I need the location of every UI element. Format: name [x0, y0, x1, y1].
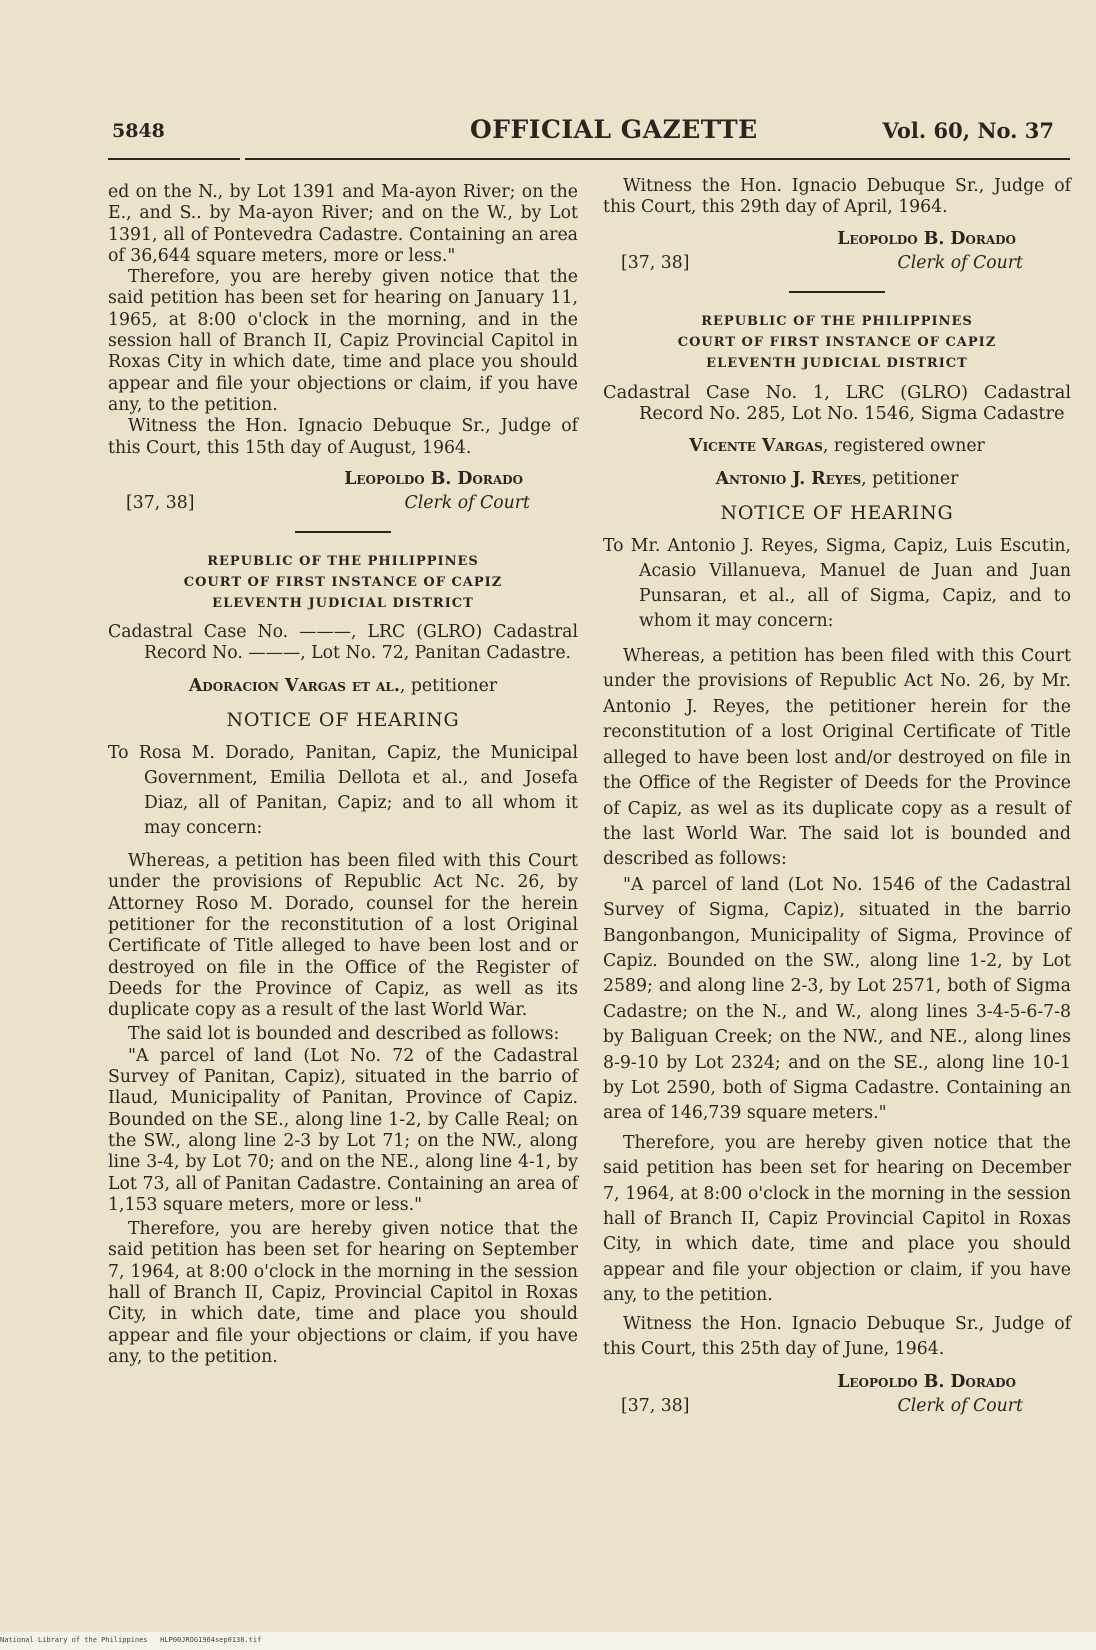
issue-reference: [37, 38] — [621, 1396, 690, 1417]
signature-block-2 — [603, 1372, 1071, 1420]
clerk-name: Leopoldo B. Dorado — [837, 1372, 1016, 1393]
petitioner-name: Adoracion Vargas et al. — [188, 676, 400, 697]
petitioner-line — [108, 676, 578, 697]
left-column — [108, 182, 578, 1368]
therefore-paragraph-2: Therefore, you are hereby given notice that the said petition has been set for hearing on September 7, 1964, at 8:00 o'clock in the morning in the session hall of Branch II, Capiz, Provincial Capitol in Roxas City, in which date, time and place you should appear and file your objections or claim, if you have any, to the petition. — [108, 1219, 578, 1367]
section-divider — [295, 531, 391, 533]
clerk-name: Leopoldo B. Dorado — [344, 468, 523, 489]
petitioner-role: , petitioner — [399, 676, 498, 697]
court-line-district: ELEVENTH JUDICIAL DISTRICT — [212, 595, 474, 611]
court-heading — [108, 551, 578, 614]
owner-line — [603, 436, 1071, 457]
notice-heading: NOTICE OF HEARING — [226, 708, 460, 731]
witness-paragraph: Witness the Hon. Ignacio Debuque Sr., Judge of this Court, this 15th day of August, 1964. — [108, 416, 578, 458]
signature-block-1 — [603, 229, 1071, 277]
owner-name: Vicente Vargas — [689, 436, 823, 457]
case-title: Cadastral Case No. ———, LRC (GLRO) Cadastral Record No. ———, Lot No. 72, Panitan Cadastre. — [108, 621, 578, 664]
whereas-paragraph: Whereas, a petition has been filed with this Court under the provisions of Republic Act No. 26, by Mr. Antonio J. Reyes, the petitioner herein for the reconstitution of a lost Original Certificate of Title alleged to have been lost and/or destroyed on file in the Office of the Register of Deeds for the Province of Capiz, as wel as its duplicate copy as a result of the last World War. The said lot is bounded and described as follows: — [603, 646, 1071, 870]
court-line-instance: COURT OF FIRST INSTANCE OF CAPIZ — [677, 334, 997, 350]
petitioner-line — [603, 469, 1071, 490]
witness-paragraph-1: Witness the Hon. Ignacio Debuque Sr., Judge of this Court, this 29th day of April, 1964. — [603, 176, 1071, 218]
publication-title: OFFICIAL GAZETTE — [470, 115, 758, 144]
clerk-title: Clerk of Court — [404, 492, 530, 513]
court-line-district: ELEVENTH JUDICIAL DISTRICT — [706, 355, 968, 371]
volume-number: Vol. 60, No. 37 — [882, 118, 1054, 143]
parcel-description: "A parcel of land (Lot No. 1546 of the Cadastral Survey of Sigma, Capiz), situated in the barrio Bangonbangon, Municipality of Sigma, Province of Capiz. Bounded on the SW., along line 1-2, by Lot 2589; and along line 2-3, by Lot 2571, both of Sigma Cadastre; on the N., and W., along lines 3-4-5-6-7-8 by Baliguan Creek; on the NW., and NE., along lines 8-9-10 by Lot 2324; and on the SE., along line 10-1 by Lot 2590, both of Sigma Cadastre. Containing an area of 146,739 square meters." — [603, 874, 1071, 1124]
court-heading — [603, 311, 1071, 374]
signature-block — [108, 469, 578, 517]
file-name: HLP00JROG1964sep0138.tif — [160, 1636, 262, 1644]
petitioner-role: , petitioner — [861, 469, 959, 490]
right-column — [603, 176, 1071, 1420]
therefore-paragraph: Therefore, you are hereby given notice that the said petition has been set for hearing on January 11, 1965, at 8:00 o'clock in the morning, and in the session hall of Branch II, Capiz Provincial Capitol in Roxas City in which date, time and place you should appear and file your objections or claim, if you have any, to the petition. — [108, 267, 578, 415]
bounded-paragraph: The said lot is bounded and described as follows: — [128, 1024, 560, 1045]
therefore-paragraph: Therefore, you are hereby given notice that the said petition has been set for hearing on December 7, 1964, at 8:00 o'clock in the morning in the session hall of Branch II, Capiz Provincial Capitol in Roxas City, in which date, time and place you should appear and file your objection or claim, if you have any, to the petition. — [603, 1132, 1071, 1306]
scan-footer — [0, 1636, 261, 1644]
whereas-paragraph: Whereas, a petition has been filed with this Court under the provisions of Republic Act Nc. 26, by Attorney Roso M. Dorado, counsel for the herein petitioner for the reconstitution of a lost Original Certificate of Title alleged to have been lost and or destroyed on file in the Office of the Register of Deeds for the Province of Capiz, as well as its duplicate copy as a result of the last World War. — [108, 851, 578, 1021]
court-line-republic: REPUBLIC OF THE PHILIPPINES — [207, 553, 479, 569]
header-rule-right — [245, 158, 1070, 160]
clerk-title: Clerk of Court — [897, 252, 1023, 273]
owner-role: , registered owner — [822, 436, 985, 457]
court-line-republic: REPUBLIC OF THE PHILIPPINES — [701, 313, 973, 329]
issue-reference: [37, 38] — [126, 492, 195, 513]
addressees: To Rosa M. Dorado, Panitan, Capiz, the Municipal Government, Emilia Dellota et al., and Josefa Diaz, all of Panitan, Capiz; and to all whom it may concern: — [108, 743, 578, 839]
addressees: To Mr. Antonio J. Reyes, Sigma, Capiz, Luis Escutin, Acasio Villanueva, Manuel de Juan and Juan Punsaran, et al., all of Sigma, Capiz, and to whom it may concern: — [603, 536, 1071, 632]
notice-heading: NOTICE OF HEARING — [720, 501, 954, 524]
witness-paragraph-2: Witness the Hon. Ignacio Debuque Sr., Judge of this Court, this 25th day of June, 1964. — [603, 1313, 1071, 1360]
parcel-description: "A parcel of land (Lot No. 72 of the Cadastral Survey of Panitan, Capiz), situated in the barrio of Ilaud, Municipality of Panitan, Province of Capiz. Bounded on the SE., along line 1-2, by Calle Real; on the SW., along line 2-3 by Lot 71; on the NW., along line 3-4, by Lot 70; and on the NE., along line 4-1, by Lot 73, all of Panitan Cadastre. Containing an area of 1,153 square meters, more or less." — [108, 1045, 578, 1215]
court-line-instance: COURT OF FIRST INSTANCE OF CAPIZ — [183, 574, 503, 590]
petitioner-name: Antonio J. Reyes — [715, 469, 862, 490]
clerk-name: Leopoldo B. Dorado — [837, 228, 1016, 249]
issue-reference: [37, 38] — [621, 252, 690, 273]
page-number: 5848 — [112, 120, 165, 142]
clerk-title: Clerk of Court — [897, 1396, 1023, 1417]
header-rule-left — [108, 158, 240, 160]
case-title: Cadastral Case No. 1, LRC (GLRO) Cadastral Record No. 285, Lot No. 1546, Sigma Cadastre — [603, 381, 1071, 424]
section-divider — [789, 291, 885, 293]
continued-paragraph: ed on the N., by Lot 1391 and Ma-ayon River; on the E., and S.. by Ma-ayon River; and on the W., by Lot 1391, all of Pontevedra Cadastre. Containing an area of 36,644 square meters, more or less." — [108, 182, 578, 266]
library-name: National Library of the Philippines — [0, 1636, 148, 1644]
